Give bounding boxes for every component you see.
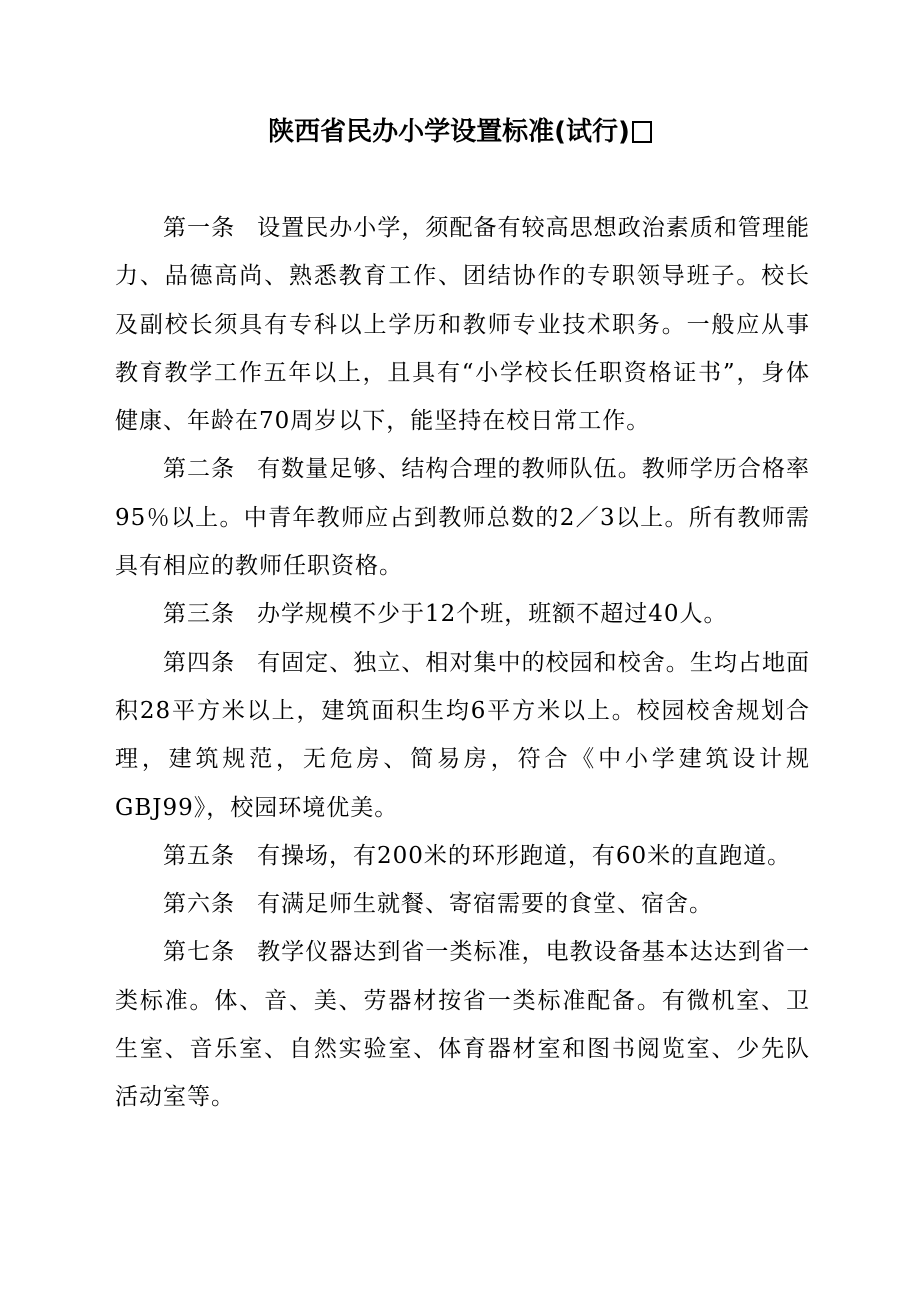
article-text: 教学仪器达到省一类标准，电教设备基本达达到省一类标准。体、音、美、劳器材按省一类标准配备。有微机室、卫生室、音乐室、自然实验室、体育器材室和图书阅览室、少先队活动室等。 <box>115 939 811 1111</box>
article-2 <box>115 445 810 590</box>
article-1 <box>115 204 810 445</box>
article-label: 第七条 <box>163 939 236 966</box>
document-body <box>115 204 810 1122</box>
article-text: 有固定、独立、相对集中的校园和校舍。生均占地面积28平方米以上，建筑面积生均6平方米以上。校园校舍规划合理，建筑规范，无危房、简易房，符合《中小学建筑设计规GBJ99》，校园环境优美。 <box>115 649 811 821</box>
article-label: 第二条 <box>163 456 236 483</box>
article-label: 第四条 <box>163 649 236 676</box>
article-label: 第六条 <box>163 891 235 918</box>
placeholder-box-icon <box>632 121 652 143</box>
article-label: 第三条 <box>163 601 235 628</box>
document-title: 陕西省民办小学设置标准(试行) <box>268 117 630 147</box>
article-3 <box>115 590 810 638</box>
article-text: 有满足师生就餐、寄宿需要的食堂、宿舍。 <box>257 891 713 918</box>
document-title-line <box>0 112 920 152</box>
article-text: 有操场，有200米的环形跑道，有60米的直跑道。 <box>257 842 792 869</box>
article-7 <box>115 928 810 1121</box>
article-label: 第五条 <box>163 842 235 869</box>
article-text: 办学规模不少于12个班，班额不超过40人。 <box>257 601 728 628</box>
article-4 <box>115 639 810 832</box>
article-6 <box>115 880 810 928</box>
article-text: 设置民办小学，须配备有较高思想政治素质和管理能力、品德高尚、熟悉教育工作、团结协作的专职领导班子。校长及副校长须具有专科以上学历和教师专业技术职务。一般应从事教育教学工作五年以上，且具有“小学校长任职资格证书”，身体健康、年龄在70周岁以下，能坚持在校日常工作。 <box>115 215 811 435</box>
article-label: 第一条 <box>163 215 236 241</box>
article-5 <box>115 832 810 880</box>
article-text: 有数量足够、结构合理的教师队伍。教师学历合格率95％以上。中青年教师应占到教师总数的2／3以上。所有教师需具有相应的教师任职资格。 <box>115 456 811 580</box>
